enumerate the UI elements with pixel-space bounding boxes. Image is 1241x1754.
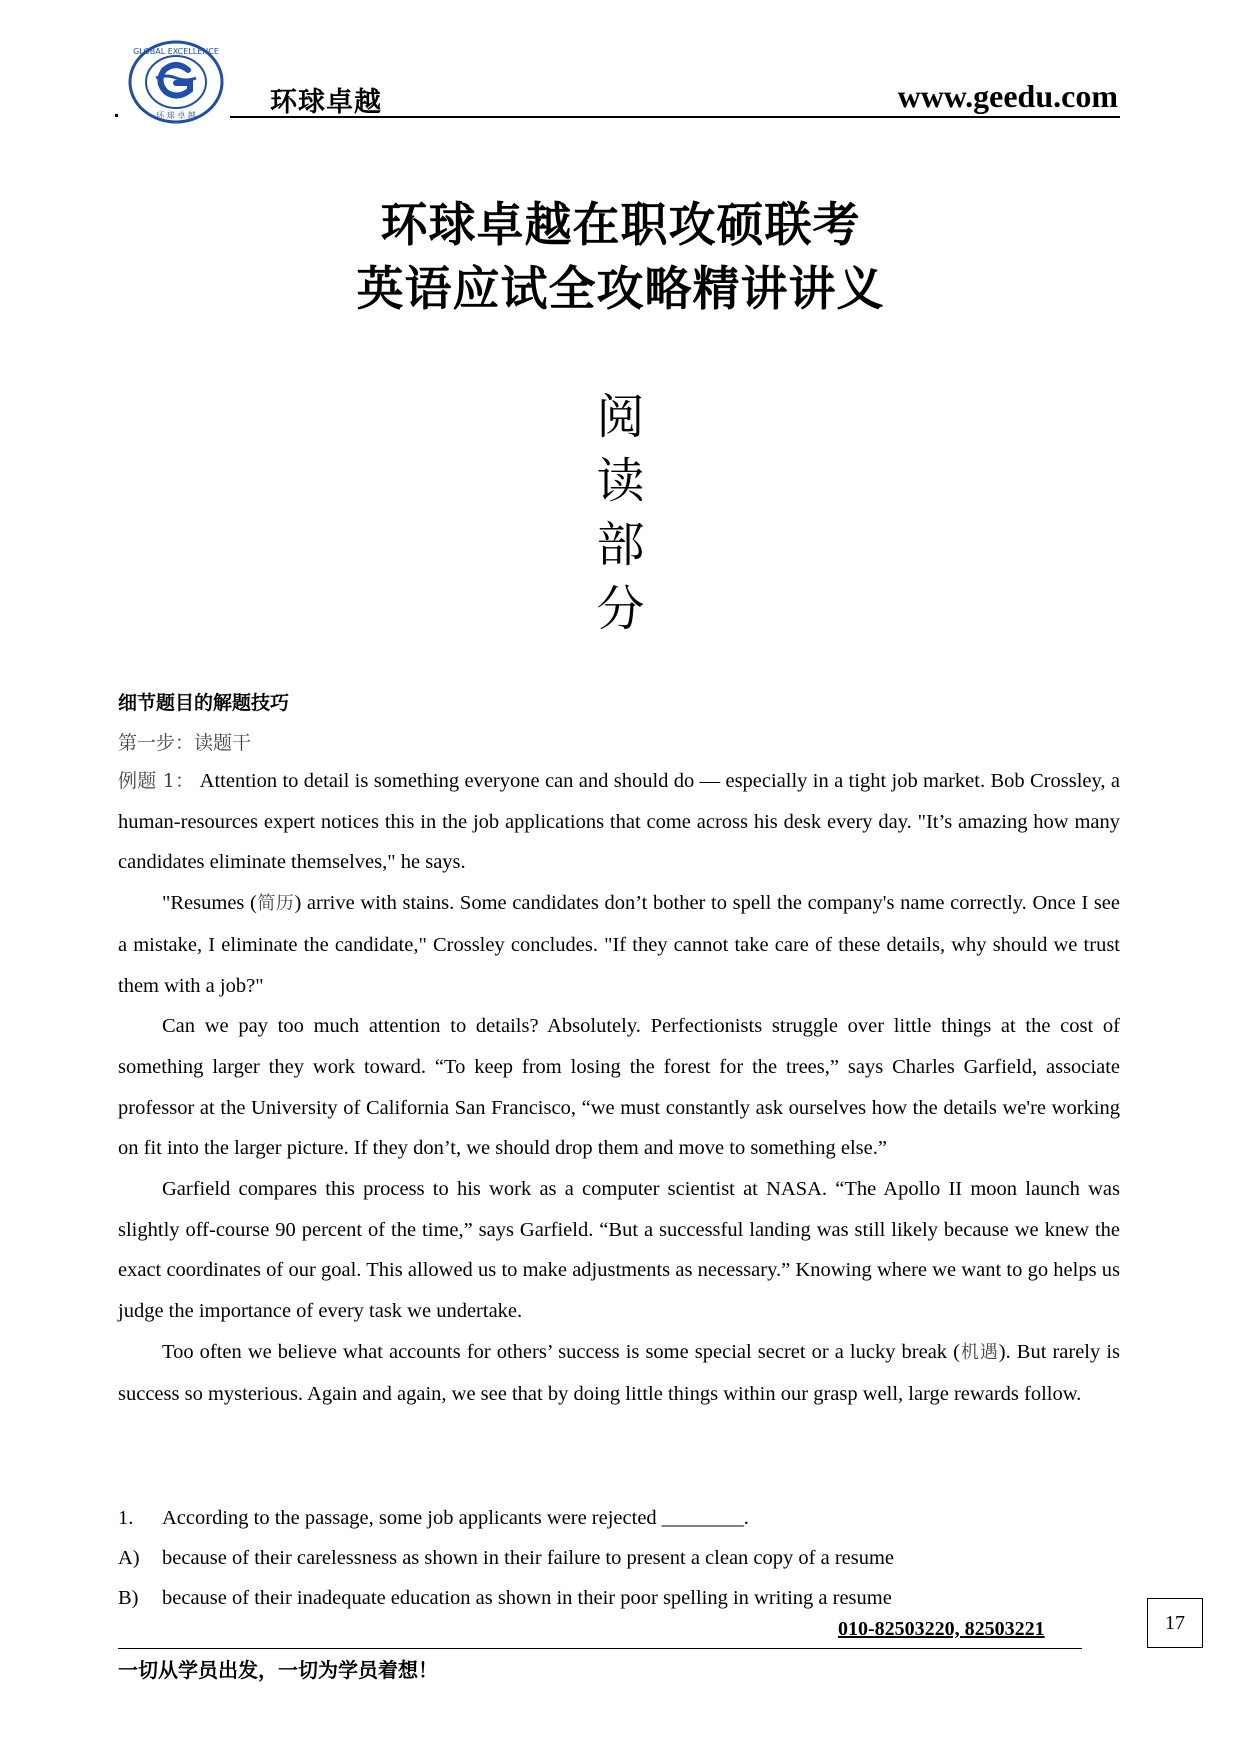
header-dot (115, 114, 118, 117)
section-char-2: 读 (596, 453, 645, 509)
footer-slogan: 一切从学员出发，一切为学员着想！ (118, 1658, 438, 1682)
page-number: 17 (1147, 1598, 1203, 1648)
option-a: A) because of their carelessness as shown in their failure to present a clean copy of a resume (118, 1547, 895, 1569)
section-char-4: 分 (596, 581, 645, 637)
paragraph-5: Too often we believe what accounts for others’ success is some special secret or a lucky break (机遇). But rarely is success so mysterious. Again and again, we see that by doing little things within our grasp well, large rewards follow. (118, 1340, 1120, 1405)
option-b: B) because of their inadequate education as shown in their poor spelling in writing a resume (118, 1587, 892, 1609)
section-char-3: 部 (596, 517, 645, 573)
step-label: 第一步：读题干 (118, 732, 252, 754)
paragraph-2: "Resumes (简历) arrive with stains. Some candidates don’t bother to spell the company's name correctly. Once I see a mistake, I eliminate the candidate," Crossley concludes. "If they cannot take care of these details, why should we trust them with a job?" (118, 892, 1121, 997)
header-rule (230, 116, 1120, 118)
footer-phone: 010-82503220, 82503221 (838, 1618, 1045, 1640)
section-char-1: 阅 (596, 389, 645, 445)
paragraph-1: 例题 1： Attention to detail is something everyone can and should do — especially in a tight job market. Bob Crossley, a human-resources expert notices this in the job applications that come across his desk every day. "It’s amazing how many candidates eliminate themselves," he says. (118, 770, 1120, 874)
svg-text:环 球 卓 越: 环 球 卓 越 (156, 111, 196, 120)
brand-name: 环球卓越 (270, 87, 382, 118)
paragraph-3: Can we pay too much attention to details? Absolutely. Perfectionists struggle over little things at the cost of something larger they work toward. “To keep from losing the forest for the trees,” says Charles Garfield, associate professor at the University of California San Francisco, “we must constantly ask ourselves how the details we're working on fit into the larger picture. If they don’t, we should drop them and move to something else.” (118, 1015, 1120, 1160)
website-url: www.geedu.com (897, 78, 1118, 114)
example-label: 例题 1： (118, 770, 195, 792)
passage (118, 761, 1120, 1414)
title-line-2: 英语应试全攻略精讲讲义 (356, 262, 885, 317)
title-line-1: 环球卓越在职攻硕联考 (380, 198, 861, 253)
global-excellence-logo (126, 40, 226, 125)
paragraph-4: Garfield compares this process to his work as a computer scientist at NASA. “The Apollo II moon launch was slightly off-course 90 percent of the time,” says Garfield. “But a successful landing was still likely because we knew the exact coordinates of our goal. This allowed us to make adjustments as necessary.” Knowing where we want to go helps us judge the importance of every task we undertake. (118, 1178, 1120, 1323)
svg-text:GLOBAL EXCELLENCE: GLOBAL EXCELLENCE (133, 47, 219, 56)
question-stem: 1. According to the passage, some job applicants were rejected ________. (118, 1507, 749, 1529)
section-heading: 细节题目的解题技巧 (118, 692, 290, 714)
footer-rule (118, 1648, 1082, 1649)
